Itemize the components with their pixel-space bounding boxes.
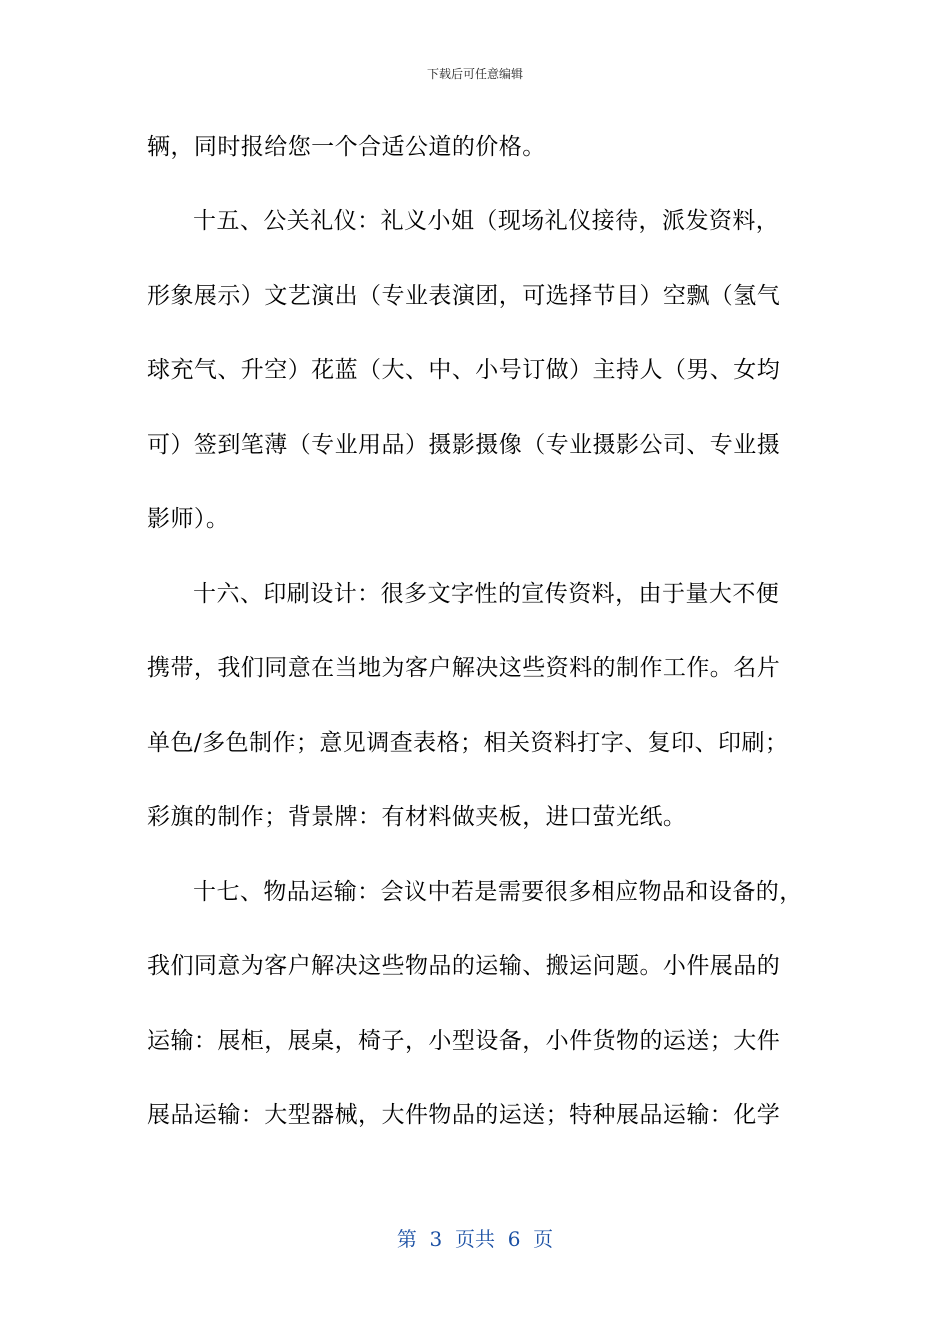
body-line: 运输：展柜，展桌，椅子，小型设备，小件货物的运送；大件 [147, 1028, 781, 1054]
body-line: 我们同意为客户解决这些物品的运输、搬运问题。小件展品的 [147, 953, 781, 979]
body-line: 可）签到笔薄（专业用品）摄影摄像（专业摄影公司、专业摄 [147, 432, 781, 458]
header-note: 下载后可任意编辑 [426, 67, 523, 81]
page-number: 第 3 页共 6 页 [396, 1227, 554, 1251]
body-line: 辆，同时报给您一个合适公道的价格。 [147, 134, 546, 160]
body-line: 球充气、升空）花蓝（大、中、小号订做）主持人（男、女均 [147, 357, 781, 383]
body-line: 展品运输：大型器械，大件物品的运送；特种展品运输：化学 [147, 1102, 781, 1128]
body-line: 影师）。 [147, 506, 230, 532]
body-line: 十五、公关礼仪：礼义小姐（现场礼仪接待，派发资料， [193, 208, 780, 234]
body-line: 单色/多色制作；意见调查表格；相关资料打字、复印、印刷； [147, 730, 789, 756]
body-line: 携带，我们同意在当地为客户解决这些资料的制作工作。名片 [147, 655, 781, 681]
body-line: 彩旗的制作；背景牌：有材料做夹板，进口萤光纸。 [147, 804, 687, 830]
body-line: 形象展示）文艺演出（专业表演团，可选择节目）空飘（氢气 [147, 283, 781, 309]
body-line: 十七、物品运输：会议中若是需要很多相应物品和设备的， [193, 879, 803, 905]
body-line: 十六、印刷设计：很多文字性的宣传资料，由于量大不便 [193, 581, 780, 607]
